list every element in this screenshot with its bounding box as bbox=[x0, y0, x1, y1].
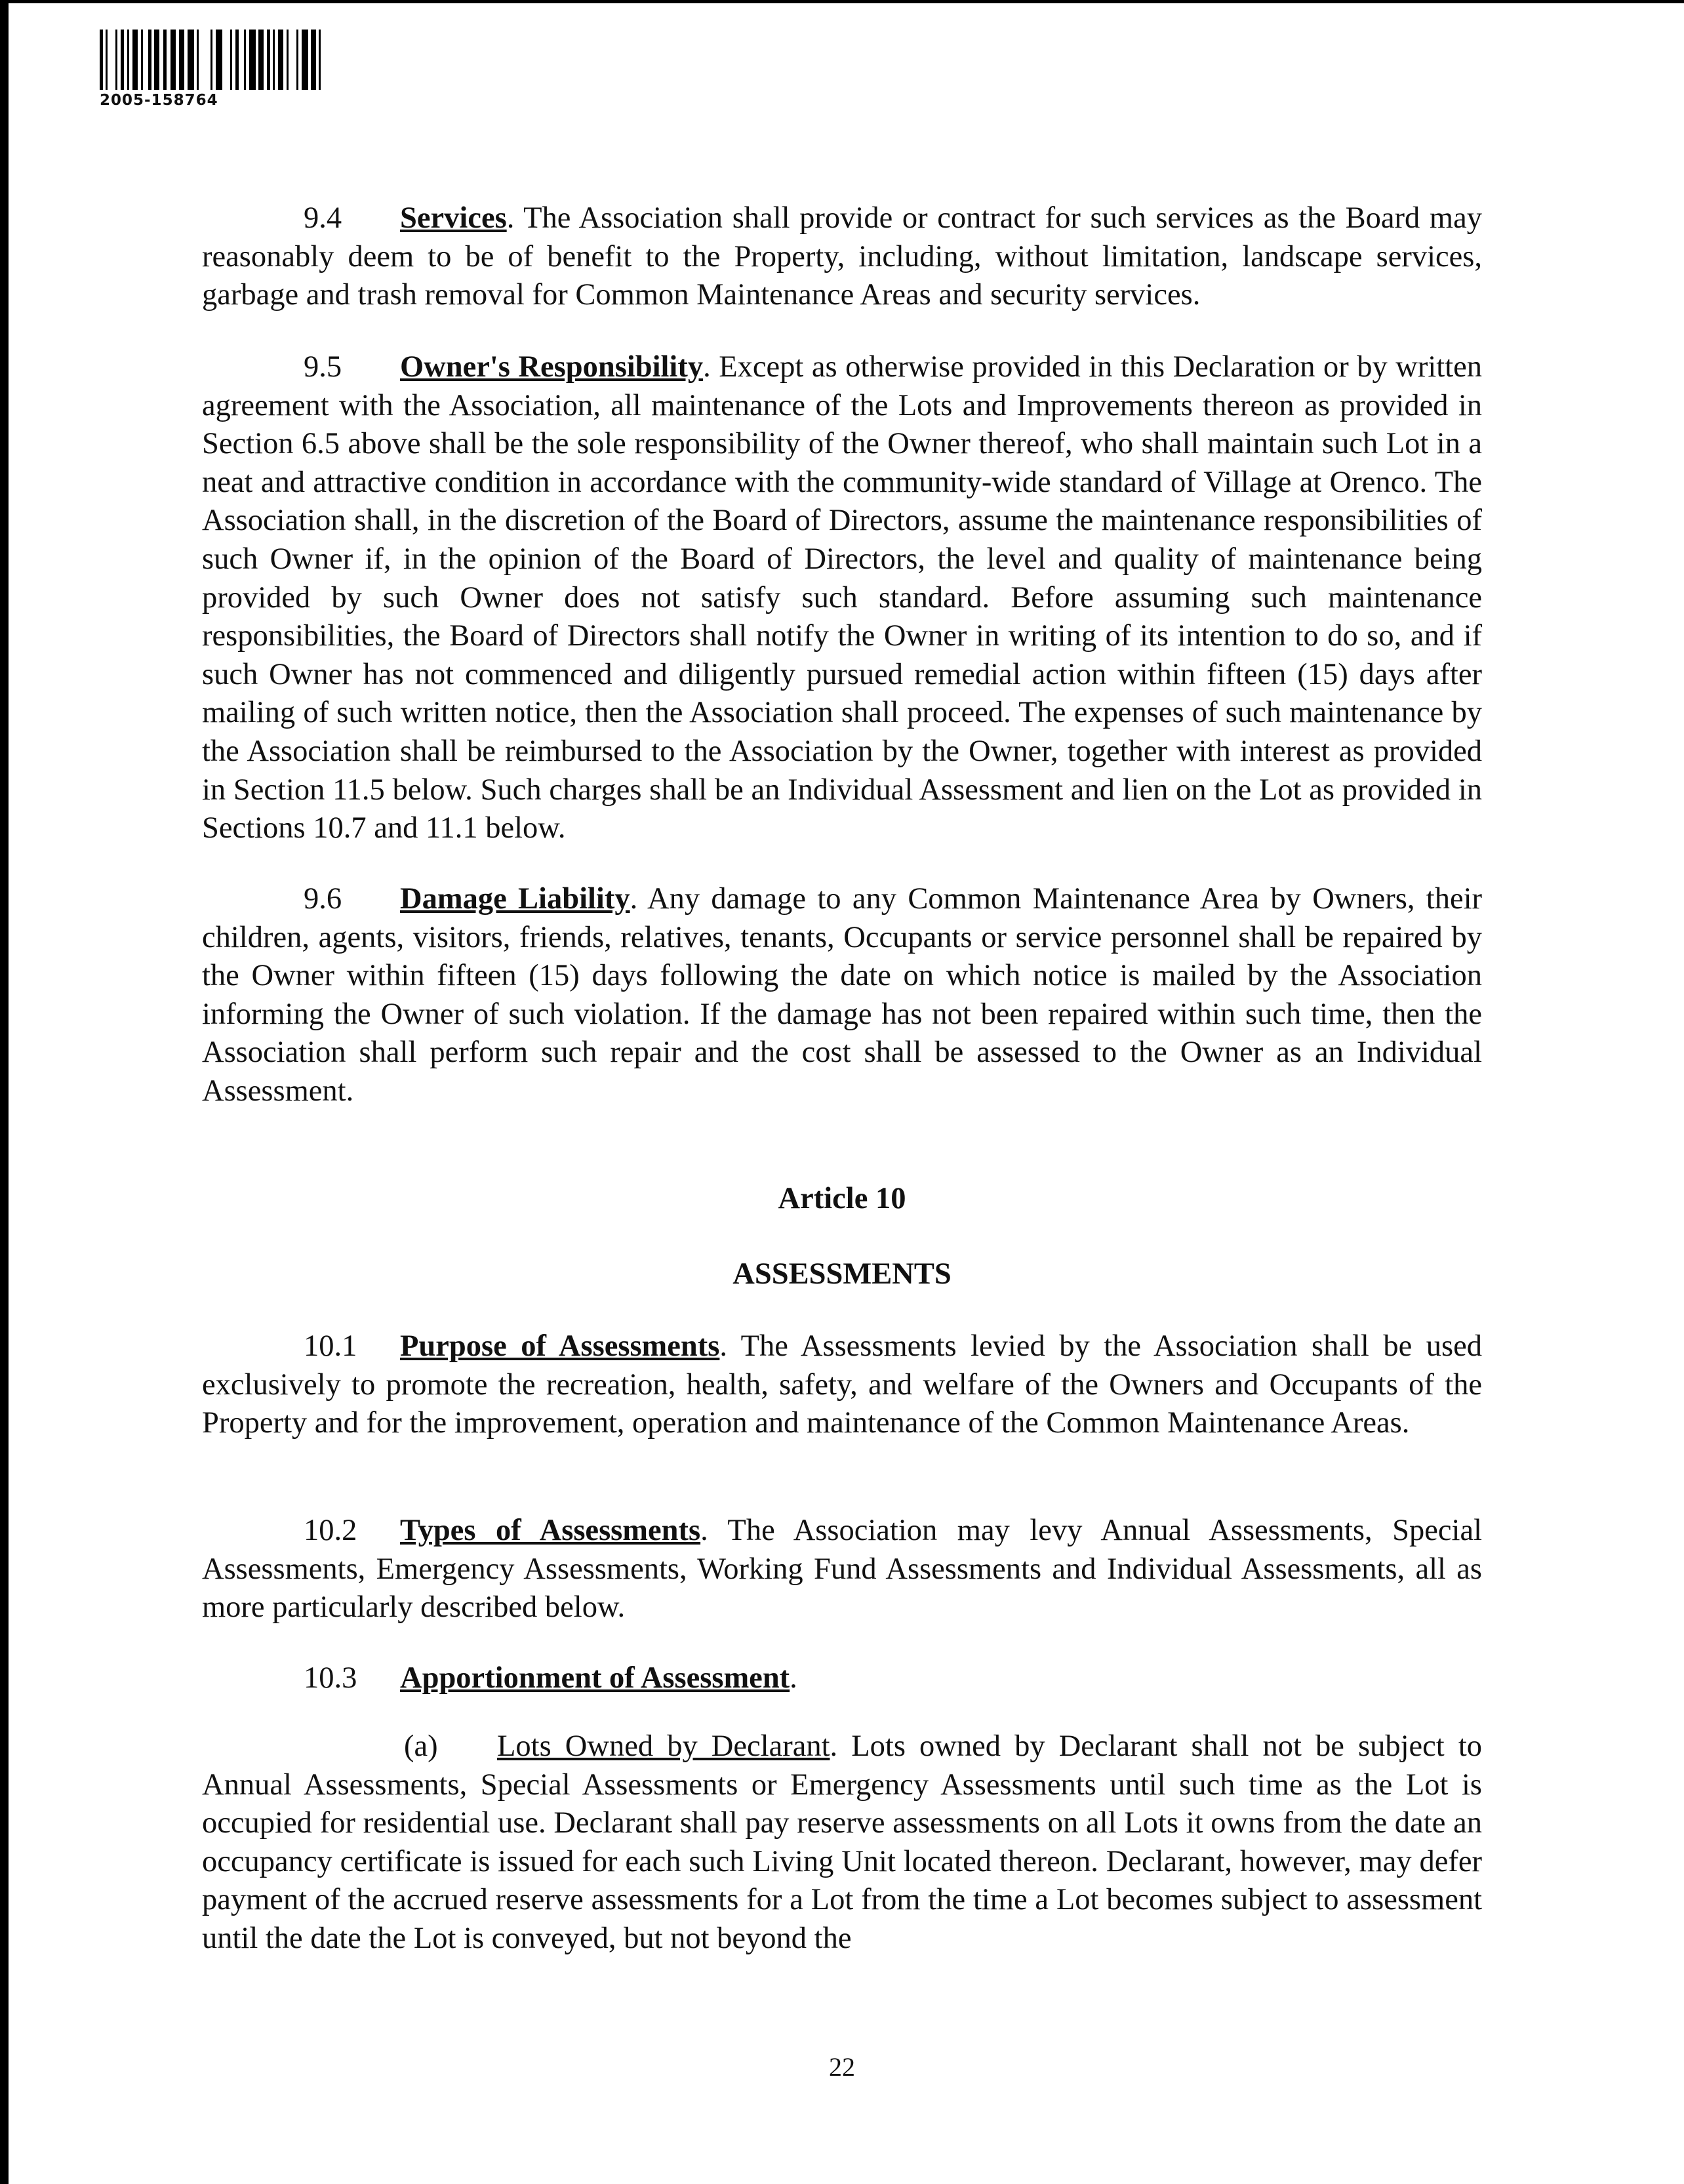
section-body: . Any damage to any Common Maintenance Area by Owners, their children, agents, visitors, friends, relatives, tenants, Occupants or service personnel shall be repaired by the Owner within fifteen (15) days following the date on which notice is mailed by the Association informing the Owner of such violation. If the damage has not been repaired within such time, then the Association shall perform such repair and the cost shall be assessed to the Owner as an Individual Assessment. bbox=[202, 882, 1483, 1108]
scan-border-left bbox=[0, 0, 9, 2184]
barcode-bar bbox=[258, 30, 264, 90]
section-number: 9.6 bbox=[304, 882, 342, 916]
section-title: Purpose of Assessments bbox=[400, 1329, 720, 1363]
section-body: . Except as otherwise provided in this Declaration or by written agreement with the Association, all maintenance of the Lots and Improvements thereon as provided in Section 6.5 above shall be the sole responsibility of the Owner thereof, who shall maintain such Lot in a neat and attractive condition in accordance with the community-wide standard of Village at Orenco. The Association shall, in the discretion of the Board of Directors, assume the maintenance responsibilities of such Owner if, in the opinion of the Board of Directors, the level and quality of maintenance being provided by such Owner does not satisfy such standard. Before assuming such maintenance responsibilities, the Board of Directors shall notify the Owner in writing of its intention to do so, and if such Owner has not commenced and diligently pursued remedial action within fifteen (15) days after mailing of such written notice, then the Association shall proceed. The expenses of such maintenance by the Association shall be reimbursed to the Association by the Owner, together with interest as provided in Section 11.5 below. Such charges shall be an Individual Assessment and lien on the Lot as provided in Sections 10.7 and 11.1 below. bbox=[202, 350, 1483, 845]
section-9-5 bbox=[202, 348, 1482, 848]
section-number: 10.2 bbox=[304, 1514, 357, 1547]
section-number: 10.3 bbox=[304, 1661, 357, 1695]
section-body: . The Association shall provide or contract for such services as the Board may reasonably deem to be of benefit to the Property, including, without limitation, landscape services, garbage and trash removal for Common Maintenance Areas and security services. bbox=[202, 201, 1482, 312]
barcode-bar bbox=[179, 30, 184, 90]
section-body: . bbox=[790, 1661, 797, 1695]
section-number: 10.1 bbox=[304, 1329, 357, 1363]
barcode-bar bbox=[132, 30, 138, 90]
section-9-6 bbox=[202, 880, 1482, 1111]
section-10-2 bbox=[202, 1512, 1482, 1627]
subsection-a bbox=[202, 1728, 1482, 1958]
scan-border-top bbox=[0, 0, 1684, 3]
barcode-bar bbox=[311, 30, 316, 90]
article-label: Article 10 bbox=[778, 1182, 906, 1215]
section-9-4 bbox=[202, 199, 1482, 315]
barcode-gap bbox=[108, 30, 115, 90]
barcode-bar bbox=[170, 30, 176, 90]
page-number: 22 bbox=[829, 2052, 855, 2082]
section-title: Services bbox=[400, 201, 507, 235]
barcode-bar bbox=[216, 30, 222, 90]
barcode-bar bbox=[154, 30, 159, 90]
section-body: . The Association may levy Annual Assessments, Special Assessments, Emergency Assessments, Working Fund Assessments and Individual Assessments, all as more particularly described below. bbox=[202, 1514, 1482, 1625]
barcode-number: 2005-158764 bbox=[100, 92, 218, 109]
barcode-gap bbox=[321, 30, 324, 90]
subsection-title: Lots Owned by Declarant bbox=[497, 1729, 830, 1763]
barcode-gap bbox=[222, 30, 230, 90]
section-title: Damage Liability bbox=[400, 882, 630, 916]
barcode-gap bbox=[239, 30, 244, 90]
article-title: ASSESSMENTS bbox=[732, 1257, 952, 1291]
section-10-1 bbox=[202, 1327, 1482, 1443]
section-10-3 bbox=[202, 1659, 1482, 1698]
section-title: Apportionment of Assessment bbox=[400, 1661, 790, 1695]
subsection-number: (a) bbox=[404, 1729, 438, 1763]
section-title: Owner's Responsibility bbox=[400, 350, 704, 384]
section-number: 9.5 bbox=[304, 350, 342, 384]
barcode-gap bbox=[289, 30, 296, 90]
barcode bbox=[100, 30, 396, 90]
barcode-gap bbox=[143, 30, 148, 90]
barcode-bar bbox=[302, 30, 308, 90]
section-title: Types of Assessments bbox=[400, 1514, 701, 1547]
section-body: . The Assessments levied by the Association shall be used exclusively to promote the recreation, health, safety, and welfare of the Owners and Occupants of the Property and for the improvement, operation and maintenance of the Common Maintenance Areas. bbox=[202, 1329, 1482, 1440]
barcode-bar bbox=[278, 30, 283, 90]
subsection-body: . Lots owned by Declarant shall not be subject to Annual Assessments, Special Assessments or Emergency Assessments until such time as the Lot is occupied for residential use. Declarant shall pay reserve assessments on all Lots it owns from the date an occupancy certificate is issued for each such Living Unit located thereon. Declarant, however, may defer payment of the accrued reserve assessments for a Lot from the time a Lot becomes subject to assessment until the date the Lot is conveyed, but not beyond the bbox=[202, 1729, 1482, 1955]
barcode-bar bbox=[188, 30, 194, 90]
barcode-bar bbox=[249, 30, 256, 90]
section-number: 9.4 bbox=[304, 201, 342, 235]
barcode-gap bbox=[199, 30, 210, 90]
